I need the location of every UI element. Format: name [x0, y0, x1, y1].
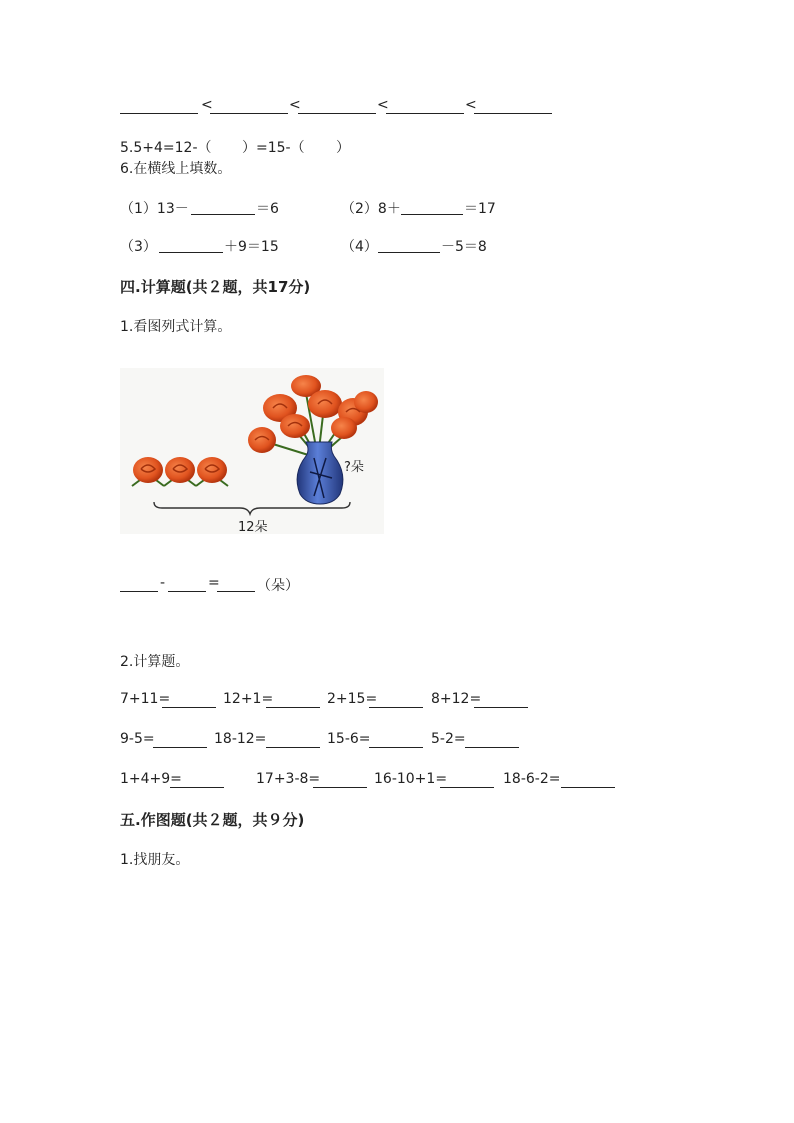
c2-r1-e2: 12+1= [223, 691, 274, 707]
c2-r1-b3[interactable] [369, 693, 423, 708]
c2-r3-b4[interactable] [561, 773, 615, 788]
less-than-symbol-2: < [289, 97, 301, 113]
q6-title: 6.在横线上填数。 [120, 161, 232, 177]
c2-r2-e4: 5-2= [431, 731, 466, 747]
q5-mid-text: ）=15-（ [242, 140, 305, 156]
rose-1-icon [132, 457, 164, 486]
section-4-title: 四.计算题(共２题，共17分) [120, 278, 311, 296]
c2-r1-b1[interactable] [162, 693, 216, 708]
question-mark-flowers-label: ?朵 [344, 460, 364, 475]
c2-r2-b2[interactable] [266, 733, 320, 748]
q5-left-text: 5.5+4=12-（ [120, 140, 212, 156]
c2-r3-e3: 16-10+1= [374, 771, 448, 787]
d1-title: 1.找朋友。 [120, 852, 190, 868]
c2-r3-b2[interactable] [313, 773, 367, 788]
c2-r3-e2: 17+3-8= [256, 771, 321, 787]
q6-p4-tail: －5＝8 [441, 239, 487, 255]
vase-icon [297, 442, 343, 504]
q6-p4-blank[interactable] [378, 238, 440, 253]
section-5-title: 五.作图题(共２题，共９分) [120, 811, 305, 829]
q6-p3-tail: ＋9＝15 [224, 239, 279, 255]
rose-2-icon [164, 457, 196, 486]
c2-r1-b4[interactable] [474, 693, 528, 708]
c2-r2-b1[interactable] [153, 733, 207, 748]
c2-r2-e2: 18-12= [214, 731, 267, 747]
c2-r2-b4[interactable] [465, 733, 519, 748]
q6-p1-tail: ＝6 [256, 201, 279, 217]
c2-r3-e4: 18-6-2= [503, 771, 561, 787]
q6-p3-label: （3） [120, 239, 157, 255]
q5-blank-2[interactable] [306, 137, 336, 153]
q6-p2-label: （2）8＋ [341, 201, 401, 217]
order-blank-4[interactable] [386, 99, 464, 114]
c1-blank-2[interactable] [168, 577, 206, 592]
order-blank-5[interactable] [474, 99, 552, 114]
c1-blank-1[interactable] [120, 577, 158, 592]
less-than-symbol-4: < [465, 97, 477, 113]
rose-3-icon [196, 457, 228, 486]
c2-r1-e4: 8+12= [431, 691, 482, 707]
vase-roses-icon [248, 375, 378, 453]
c1-unit: （朵） [257, 578, 299, 594]
order-blank-2[interactable] [210, 99, 288, 114]
flower-figure [120, 368, 384, 534]
c2-r3-b1[interactable] [170, 773, 224, 788]
c2-r1-e1: 7+11= [120, 691, 171, 707]
less-than-symbol-1: < [201, 97, 213, 113]
q6-p1-blank[interactable] [191, 200, 255, 215]
c2-r2-b3[interactable] [369, 733, 423, 748]
c1-minus: - [160, 575, 166, 591]
order-blank-3[interactable] [298, 99, 376, 114]
c2-r2-e1: 9-5= [120, 731, 155, 747]
q6-p4-label: （4） [341, 239, 378, 255]
less-than-symbol-3: < [377, 97, 389, 113]
c2-r1-b2[interactable] [266, 693, 320, 708]
q6-p2-blank[interactable] [401, 200, 463, 215]
q6-p1-label: （1）13－ [120, 201, 189, 217]
order-blank-1[interactable] [120, 99, 198, 114]
c2-r1-e3: 2+15= [327, 691, 378, 707]
flowers-vase-illustration [120, 368, 384, 534]
c1-title: 1.看图列式计算。 [120, 319, 232, 335]
c2-r2-e3: 15-6= [327, 731, 371, 747]
q5-right-text: ） [336, 140, 350, 156]
c2-title: 2.计算题。 [120, 654, 190, 670]
c1-blank-3[interactable] [217, 577, 255, 592]
c2-r3-b3[interactable] [440, 773, 494, 788]
q5-blank-1[interactable] [210, 137, 238, 153]
q6-p3-blank[interactable] [159, 238, 223, 253]
total-flowers-label: 12朵 [238, 520, 268, 535]
c2-r3-e1: 1+4+9= [120, 771, 182, 787]
c1-equals: = [208, 575, 220, 591]
q6-p2-tail: ＝17 [464, 201, 496, 217]
